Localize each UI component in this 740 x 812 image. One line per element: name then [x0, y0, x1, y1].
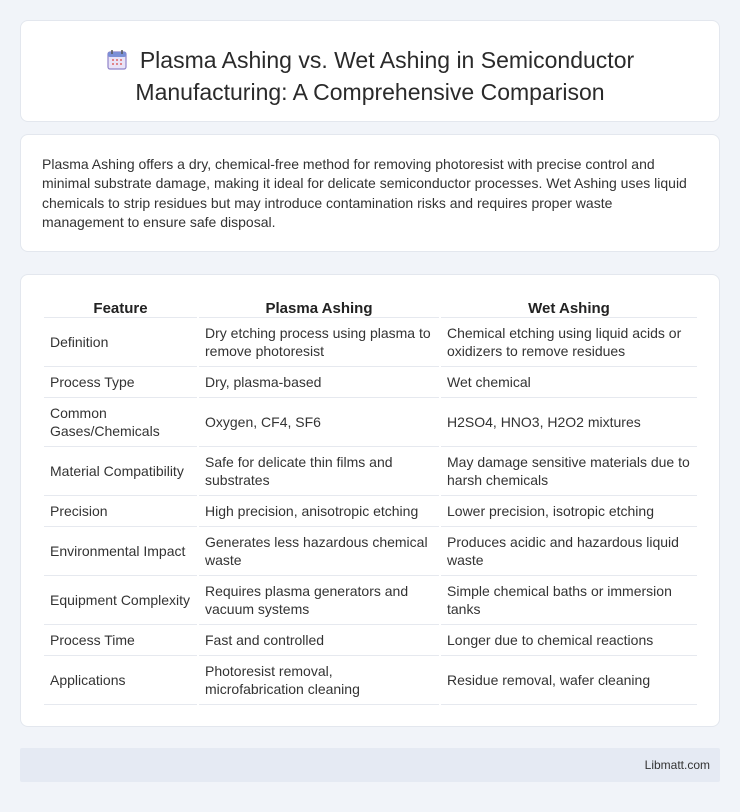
intro-card [20, 134, 720, 252]
plasma-cell: Safe for delicate thin films and substrates [199, 447, 439, 496]
table-row [44, 625, 697, 656]
table-row [44, 318, 697, 367]
plasma-cell: Photoresist removal, microfabrication cleaning [199, 656, 439, 705]
wet-cell: Longer due to chemical reactions [441, 625, 697, 656]
column-header-wet: Wet Ashing [441, 296, 697, 318]
page-title: Plasma Ashing vs. Wet Ashing in Semiconductor Manufacturing: A Comprehensive Comparison [135, 47, 635, 105]
title-card [20, 20, 720, 122]
feature-cell: Material Compatibility [44, 447, 197, 496]
intro-paragraph: Plasma Ashing offers a dry, chemical-free method for removing photoresist with precise control and minimal substrate damage, making it ideal for delicate semiconductor processes. Wet Ashing uses liquid chemicals to strip residues but may introduce contamination risks and requires proper waste management to ensure safe disposal. [42, 156, 687, 230]
column-header-feature: Feature [44, 296, 197, 318]
table-row [44, 367, 697, 398]
plasma-cell: High precision, anisotropic etching [199, 496, 439, 527]
wet-cell: Lower precision, isotropic etching [441, 496, 697, 527]
wet-cell: Residue removal, wafer cleaning [441, 656, 697, 705]
feature-cell: Environmental Impact [44, 527, 197, 576]
wet-cell: Simple chemical baths or immersion tanks [441, 576, 697, 625]
plasma-cell: Dry, plasma-based [199, 367, 439, 398]
comparison-card [20, 274, 720, 727]
wet-cell: May damage sensitive materials due to harsh chemicals [441, 447, 697, 496]
wet-cell: H2SO4, HNO3, H2O2 mixtures [441, 398, 697, 447]
table-row [44, 398, 697, 447]
table-row [44, 576, 697, 625]
wet-cell: Wet chemical [441, 367, 697, 398]
table-header-row [44, 296, 697, 318]
wet-cell: Chemical etching using liquid acids or oxidizers to remove residues [441, 318, 697, 367]
page-title-container [21, 44, 719, 108]
wet-cell: Produces acidic and hazardous liquid waste [441, 527, 697, 576]
table-row [44, 496, 697, 527]
plasma-cell: Generates less hazardous chemical waste [199, 527, 439, 576]
footer-brand-link[interactable]: Libmatt.com [644, 758, 710, 772]
plasma-cell: Dry etching process using plasma to remove photoresist [199, 318, 439, 367]
plasma-cell: Requires plasma generators and vacuum systems [199, 576, 439, 625]
table-row [44, 656, 697, 705]
feature-cell: Equipment Complexity [44, 576, 197, 625]
feature-cell: Definition [44, 318, 197, 367]
table-row [44, 447, 697, 496]
plasma-cell: Fast and controlled [199, 625, 439, 656]
feature-cell: Applications [44, 656, 197, 705]
feature-cell: Process Type [44, 367, 197, 398]
plasma-cell: Oxygen, CF4, SF6 [199, 398, 439, 447]
comparison-table [42, 296, 699, 705]
feature-cell: Precision [44, 496, 197, 527]
table-row [44, 527, 697, 576]
calendar-icon [106, 49, 128, 71]
column-header-plasma: Plasma Ashing [199, 296, 439, 318]
feature-cell: Common Gases/Chemicals [44, 398, 197, 447]
footer [20, 748, 720, 782]
feature-cell: Process Time [44, 625, 197, 656]
